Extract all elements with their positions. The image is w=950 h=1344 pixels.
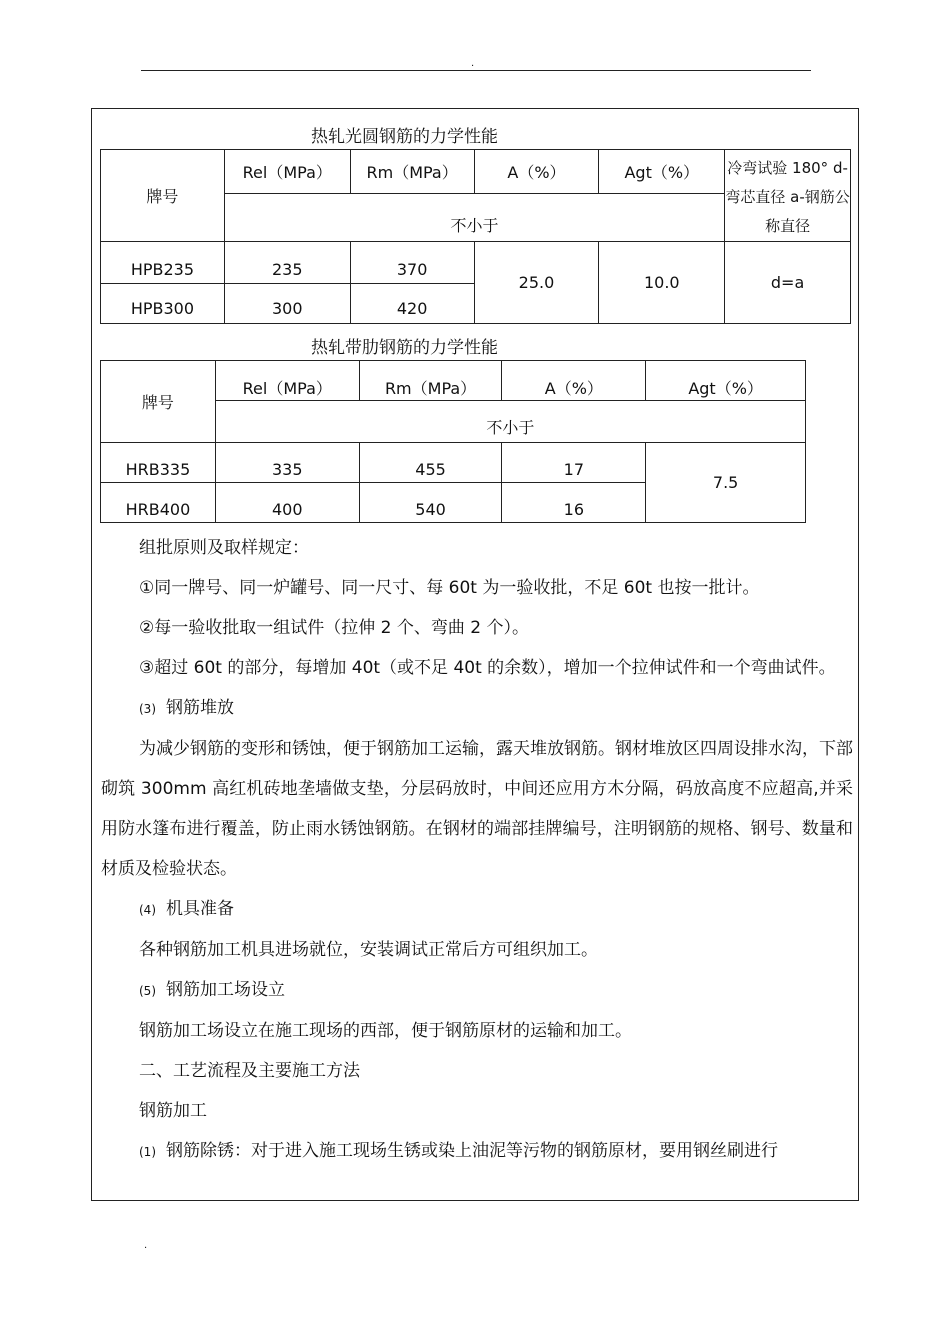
a-cell: 17 (502, 443, 646, 483)
min-label: 不小于 (215, 401, 805, 443)
grade-cell: HPB235 (101, 242, 225, 284)
bend-test-header: 冷弯试验 180° d-弯芯直径 a-钢筋公称直径 (725, 150, 851, 242)
rm-cell: 455 (359, 443, 502, 483)
section-4-number: (4) (139, 903, 156, 917)
rel-cell: 400 (215, 483, 359, 523)
section-2-heading: 二、工艺流程及主要施工方法 (139, 1061, 360, 1081)
rule-2: ②每一验收批取一组试件（拉伸 2 个、弯曲 2 个）。 (139, 618, 529, 638)
grade-cell: HPB300 (101, 284, 225, 324)
a-header: A（%） (502, 361, 646, 401)
rule-1: ①同一牌号、同一炉罐号、同一尺寸、每 60t 为一验收批，不足 60t 也按一批计。 (139, 578, 760, 598)
rel-header: Rel（MPa） (215, 361, 359, 401)
rule-3: ③超过 60t 的部分，每增加 40t（或不足 40t 的余数），增加一个拉伸试件和一个弯曲试件。 (139, 658, 836, 678)
section-5-title: 钢筋加工场设立 (166, 980, 285, 1000)
rm-cell: 540 (359, 483, 502, 523)
rel-cell: 235 (224, 242, 350, 284)
section-5-number: (5) (139, 984, 156, 998)
table-hpb-properties (100, 149, 851, 324)
a-header: A（%） (474, 150, 599, 194)
grade-cell: HRB335 (101, 443, 216, 483)
section-3-text: 为减少钢筋的变形和锈蚀，便于钢筋加工运输，露天堆放钢筋。钢材堆放区四周设排水沟，下部砌筑 300mm 高红机砖地垄墙做支垫，分层码放时，中间还应用方木分隔，码放高度不应超高,并采用防水篷布进行覆盖，防止雨水锈蚀钢筋。在钢材的端部挂牌编号，注明钢筋的规格、钢号、数量和材质及检验状态。 (101, 739, 853, 879)
a-cell: 25.0 (474, 242, 599, 324)
grade-header: 牌号 (101, 150, 225, 242)
grade-cell: HRB400 (101, 483, 216, 523)
section-4-title: 机具准备 (166, 899, 234, 919)
table2-caption: 热轧带肋钢筋的力学性能 (311, 338, 498, 358)
batch-rules-title: 组批原则及取样规定： (139, 538, 309, 558)
sub-heading: 钢筋加工 (139, 1101, 207, 1121)
min-label: 不小于 (224, 193, 724, 241)
bend-cell: d=a (725, 242, 851, 324)
agt-cell: 10.0 (599, 242, 725, 324)
section-3-number: (3) (139, 702, 156, 716)
agt-header: Agt（%） (646, 361, 806, 401)
grade-header: 牌号 (101, 361, 216, 443)
table-hrb-properties (100, 360, 806, 523)
rm-cell: 370 (350, 242, 474, 284)
section-4-text: 各种钢筋加工机具进场就位，安装调试正常后方可组织加工。 (139, 940, 598, 960)
rel-header: Rel（MPa） (224, 150, 350, 194)
section-3-heading (101, 688, 853, 729)
agt-cell: 7.5 (646, 443, 806, 523)
step-1 (101, 1131, 853, 1172)
rm-header: Rm（MPa） (359, 361, 502, 401)
step-1-text: 钢筋除锈：对于进入施工现场生锈或染上油泥等污物的钢筋原材，要用钢丝刷进行 (166, 1141, 778, 1161)
section-4-heading (101, 889, 853, 930)
rel-cell: 335 (215, 443, 359, 483)
rm-cell: 420 (350, 284, 474, 324)
section-5-heading (101, 970, 853, 1011)
agt-header: Agt（%） (599, 150, 725, 194)
rel-cell: 300 (224, 284, 350, 324)
step-1-number: (1) (139, 1145, 156, 1159)
header-rule (141, 70, 811, 71)
section-5-text: 钢筋加工场设立在施工现场的西部，便于钢筋原材的运输和加工。 (139, 1021, 632, 1041)
rm-header: Rm（MPa） (350, 150, 474, 194)
footer-mark: . (144, 1240, 148, 1251)
body-text (101, 528, 853, 1172)
table1-caption: 热轧光圆钢筋的力学性能 (311, 127, 498, 147)
a-cell: 16 (502, 483, 646, 523)
header-mark: . (471, 58, 475, 69)
section-3-title: 钢筋堆放 (166, 698, 234, 718)
